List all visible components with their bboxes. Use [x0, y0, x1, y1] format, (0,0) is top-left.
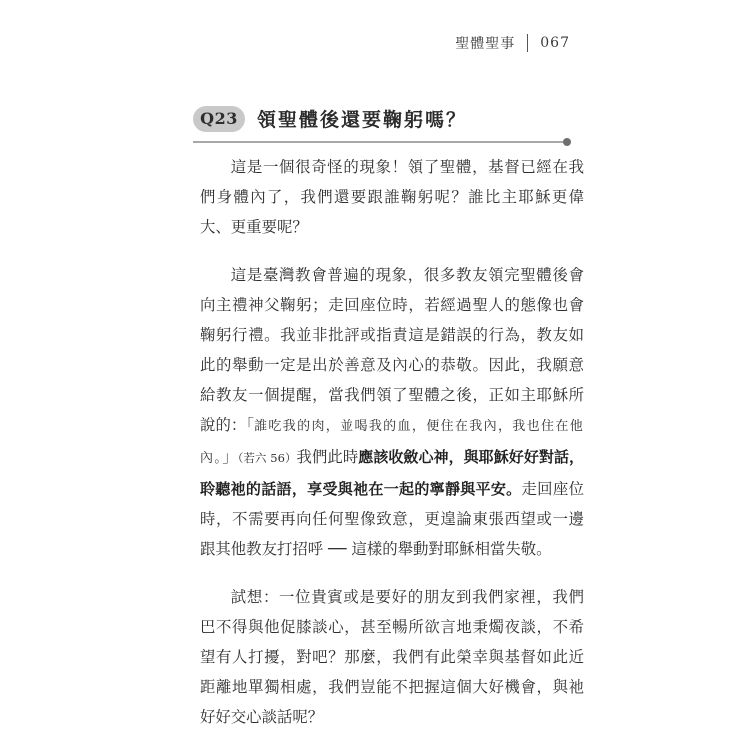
paragraph-3: 試想：一位貴賓或是要好的朋友到我們家裡，我們巴不得與他促膝談心，甚至暢所欲言地秉燭夜談，不希望有人打擾，對吧？那麼，我們有此榮幸與基督如此近距離地單獨相處，我們豈能不把握這個大好機會，與祂好好交心談話呢？ — [200, 588, 584, 726]
question-title: 領聖體後還要鞠躬嗎？ — [257, 109, 468, 131]
paragraph-2-mid: 我們此時 — [296, 448, 359, 466]
heading-rule-dot — [563, 138, 571, 146]
scripture-reference: （若六 56） — [237, 451, 297, 465]
paragraph-2-end: 走回座位時，不需要再向任何聖像致意，更遑論東張西望或一邊跟其他教友打招呼 ── 這樣的舉動對耶穌相當失敬。 — [200, 480, 584, 558]
heading-rule — [193, 141, 565, 143]
running-header-title: 聖體聖事 — [455, 36, 516, 52]
question-number-badge: Q23 — [193, 106, 245, 132]
header-divider — [527, 34, 528, 52]
emphasis-text: 應該收斂心神，與耶穌好好對話，聆聽祂的話語，享受與祂在一起的寧靜與平安。 — [200, 448, 584, 498]
running-header — [455, 33, 570, 53]
page-number: 067 — [540, 35, 570, 51]
scripture-quote: 誰吃我的肉，並喝我的血，便住在我內，我也住在他內。 — [200, 419, 584, 466]
paragraph-2-intro: 這是臺灣教會普遍的現象，很多教友領完聖體後會向主禮神父鞠躬；走回座位時，若經過聖人的態像也會鞠躬行禮。我並非批評或指責這是錯誤的行為，教友如此的舉動一定是出於善意及內心的恭敬。因此，我願意給教友一個提醒，當我們領了聖體之後，正如主耶穌所說的：「 — [200, 266, 584, 434]
body-text — [200, 152, 584, 750]
quote-close: 」 — [222, 448, 238, 466]
question-heading — [193, 105, 467, 132]
paragraph-1: 這是一個很奇怪的現象！領了聖體，基督已經在我們身體內了，我們還要跟誰鞠躬呢？誰比主耶穌更偉大、更重要呢？ — [200, 158, 584, 236]
paragraph-2 — [200, 260, 584, 564]
